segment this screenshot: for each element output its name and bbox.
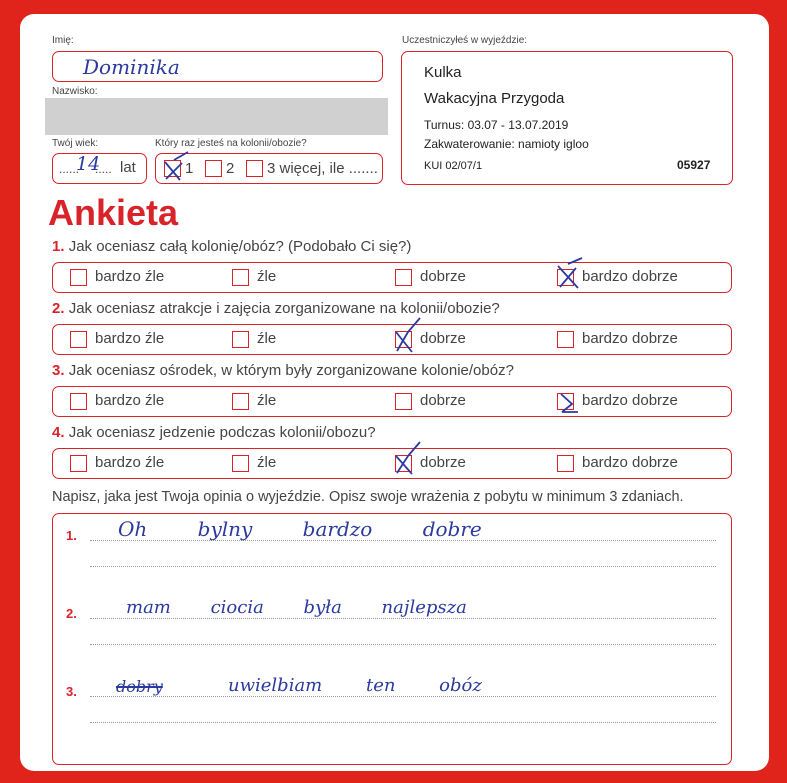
q1-option-bardzo-dobrze: bardzo dobrze [582,268,678,285]
q3-option-dobrze: dobrze [420,392,466,409]
q4-checkbox-zle[interactable] [232,455,249,472]
q1-option-zle: źle [257,268,277,285]
q2-option-zle: źle [257,330,277,347]
which-time-label: Który raz jesteś na kolonii/obozie? [155,138,307,149]
participant-line2: Wakacyjna Przygoda [424,90,565,107]
answer-3-line-a [90,696,716,697]
question-3-num: 3. [52,362,65,379]
question-1-text: Jak oceniasz całą kolonię/obóz? (Podobało Ci się?) [68,238,412,255]
q4-check-mark [392,442,424,478]
which-time-checkbox-3[interactable] [246,160,263,177]
q1-checkbox-bardzo-zle[interactable] [70,269,87,286]
q4-option-bardzo-zle: bardzo źle [95,454,165,471]
q4-option-bardzo-dobrze: bardzo dobrze [582,454,678,471]
q4-checkbox-bardzo-zle[interactable] [70,455,87,472]
answer-3-text: uwielbiam ten obóz [228,675,482,696]
q4-checkbox-bardzo-dobrze[interactable] [557,455,574,472]
question-2-num: 2. [52,300,65,317]
age-dots-right: ..... [95,162,112,176]
answer-2-line-b [90,644,716,645]
q3-checkbox-dobrze[interactable] [395,393,412,410]
answer-1-text: Oh bylny bardzo dobre [118,517,482,541]
which-time-checkbox-2[interactable] [205,160,222,177]
question-3 [52,362,514,379]
surname-label: Nazwisko: [52,86,98,97]
q1-checkbox-dobrze[interactable] [395,269,412,286]
question-4 [52,424,376,441]
answer-3-crossed-word: dobry [116,677,163,696]
participant-label: Uczestniczyłeś w wyjeździe: [402,35,528,46]
q1-option-bardzo-zle: bardzo źle [95,268,165,285]
q3-check-mark [558,390,584,416]
question-3-text: Jak oceniasz ośrodek, w którym były zorganizowane kolonie/obóz? [68,362,514,379]
q2-option-bardzo-zle: bardzo źle [95,330,165,347]
q3-checkbox-zle[interactable] [232,393,249,410]
opinion-prompt: Napisz, jaka jest Twoja opinia o wyjeździe. Opisz swoje wrażenia z pobytu w minimum 3 zdaniach. [52,489,684,505]
participant-turnus: Turnus: 03.07 - 13.07.2019 [424,118,569,132]
answer-3-num: 3. [66,684,77,699]
which-time-option-2: 2 [226,160,235,177]
answer-2-num: 2. [66,606,77,621]
answer-1-num: 1. [66,528,77,543]
question-4-num: 4. [52,424,65,441]
question-1-num: 1. [52,238,65,255]
q2-checkbox-zle[interactable] [232,331,249,348]
age-field[interactable] [52,153,147,184]
q1-checkbox-zle[interactable] [232,269,249,286]
participant-line1: Kulka [424,64,462,81]
q1-check-mark [554,258,584,290]
age-label: Twój wiek: [52,138,99,149]
q2-option-dobrze: dobrze [420,330,466,347]
which-time-check-mark [160,152,190,182]
question-1-options [52,262,732,293]
participant-zakwaterowanie: Zakwaterowanie: namioty igloo [424,137,589,151]
q2-option-bardzo-dobrze: bardzo dobrze [582,330,678,347]
q2-checkbox-bardzo-dobrze[interactable] [557,331,574,348]
q3-option-zle: źle [257,392,277,409]
answer-2-line-a [90,618,716,619]
name-label: Imię: [52,35,74,46]
q2-check-mark [392,318,424,354]
surname-redacted [45,98,388,135]
q4-option-zle: źle [257,454,277,471]
answer-2-text: mam ciocia była najlepsza [126,597,467,618]
question-2 [52,300,500,317]
participant-box [401,51,733,185]
opinion-box[interactable] [52,513,732,765]
survey-title: Ankieta [48,192,179,233]
question-4-text: Jak oceniasz jedzenie podczas kolonii/obozu? [68,424,376,441]
question-3-options [52,386,732,417]
q1-option-dobrze: dobrze [420,268,466,285]
q4-option-dobrze: dobrze [420,454,466,471]
age-dots-left: ...... [59,162,80,176]
participant-code: KUI 02/07/1 [424,160,483,172]
answer-3-line-b [90,722,716,723]
participant-number: 05927 [677,158,711,172]
which-time-option-1: 1 [185,160,194,177]
age-value: 14 [76,153,101,175]
answer-1-line-b [90,566,716,567]
name-field[interactable] [52,51,383,82]
q3-option-bardzo-dobrze: bardzo dobrze [582,392,678,409]
q3-option-bardzo-zle: bardzo źle [95,392,165,409]
question-1 [52,238,411,255]
q2-checkbox-bardzo-zle[interactable] [70,331,87,348]
question-2-text: Jak oceniasz atrakcje i zajęcia zorganizowane na kolonii/obozie? [68,300,500,317]
which-time-option-3: 3 więcej, ile ....... [267,160,378,177]
q3-checkbox-bardzo-zle[interactable] [70,393,87,410]
name-value: Dominika [83,55,180,79]
age-unit: lat [120,159,136,176]
